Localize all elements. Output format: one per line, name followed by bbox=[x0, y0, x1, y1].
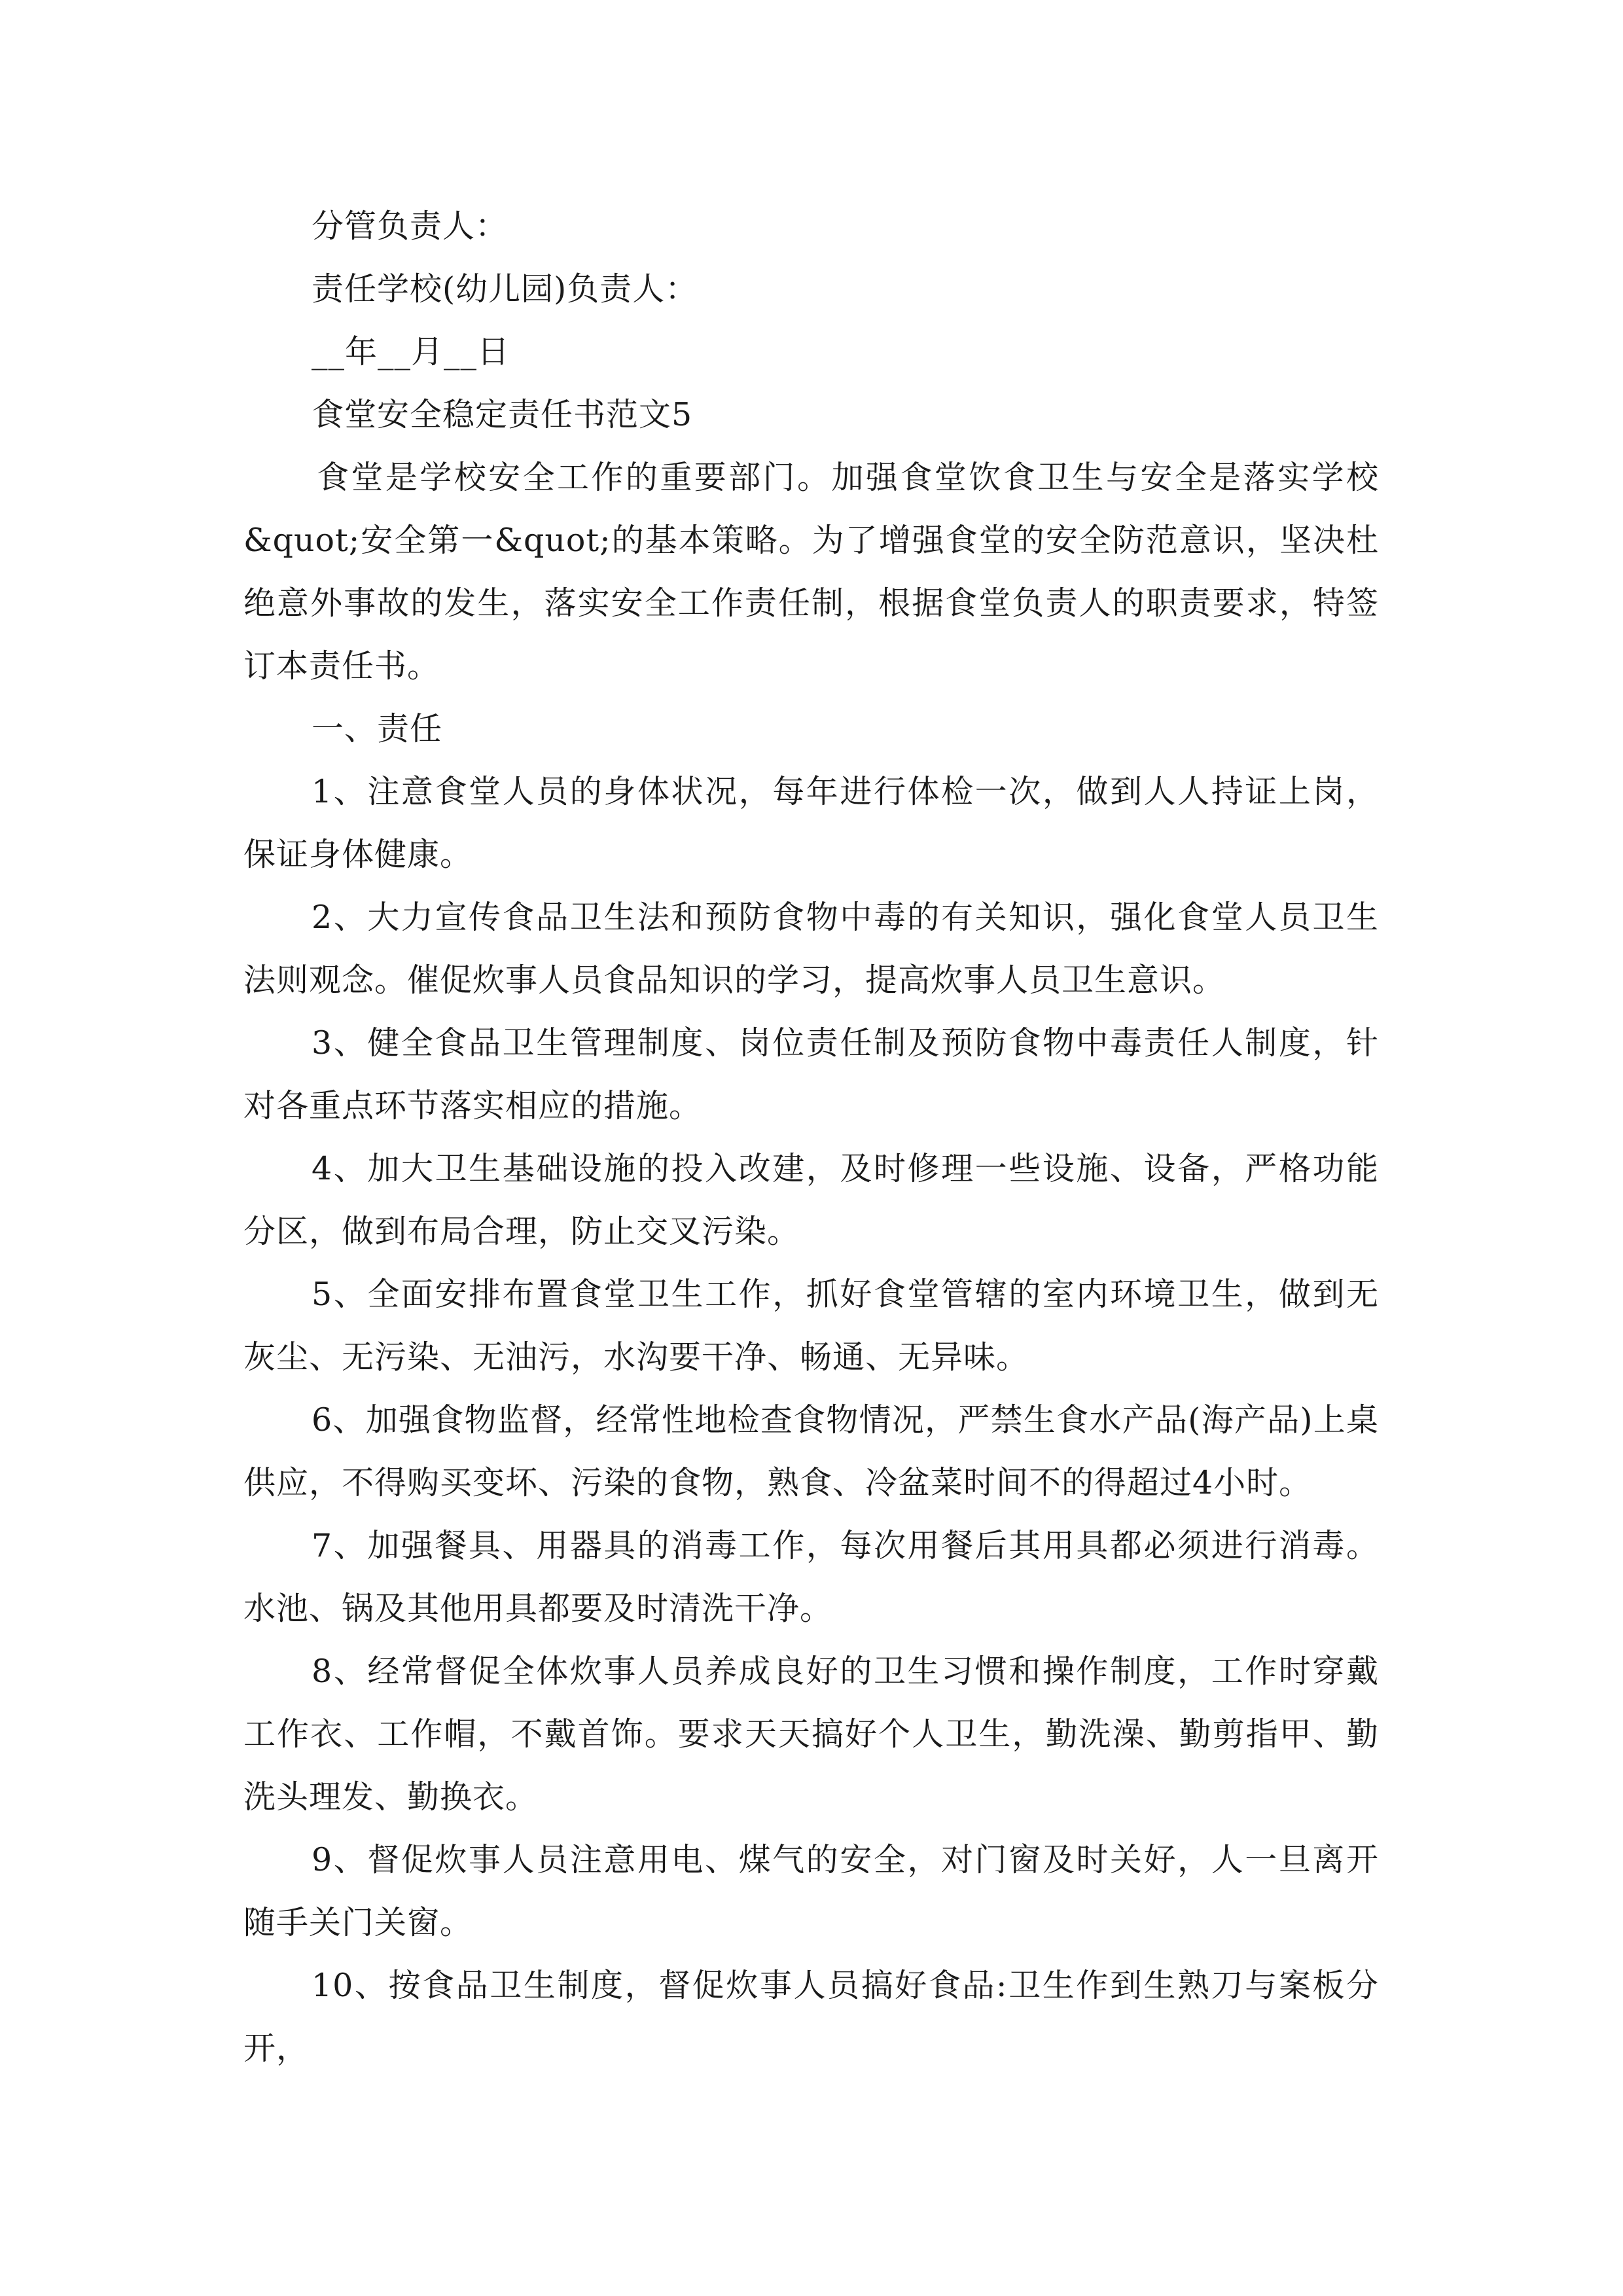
list-item: 5、全面安排布置食堂卫生工作，抓好食堂管辖的室内环境卫生，做到无灰尘、无污染、无油污，水沟要干净、畅通、无异味。 bbox=[243, 1276, 1379, 1376]
deputy-signature-label: 分管负责人： bbox=[312, 207, 508, 245]
document-body bbox=[243, 195, 1379, 2080]
list-item: 2、大力宣传食品卫生法和预防食物中毒的有关知识，强化食堂人员卫生法则观念。催促炊事人员食品知识的学习，提高炊事人员卫生意识。 bbox=[243, 899, 1379, 999]
intro-paragraph: 食堂是学校安全工作的重要部门。加强食堂饮食卫生与安全是落实学校&quot;安全第一&quot;的基本策略。为了增强食堂的安全防范意识，坚决杜绝意外事故的发生，落实安全工作责任制，根据食堂负责人的职责要求，特签订本责任书。 bbox=[243, 459, 1379, 685]
section-title: 食堂安全稳定责任书范文5 bbox=[312, 396, 693, 433]
list-item: 6、加强食物监督，经常性地检查食物情况，严禁生食水产品(海产品)上桌供应，不得购买变坏、污染的食物，熟食、冷盆菜时间不的得超过4小时。 bbox=[243, 1401, 1379, 1501]
school-signature-label: 责任学校(幼儿园)负责人： bbox=[312, 270, 698, 308]
list-item: 9、督促炊事人员注意用电、煤气的安全，对门窗及时关好，人一旦离开随手关门关窗。 bbox=[243, 1841, 1379, 1941]
date-line: __年__月__日 bbox=[312, 333, 510, 370]
list-item: 7、加强餐具、用器具的消毒工作，每次用餐后其用具都必须进行消毒。水池、锅及其他用具都要及时清洗干净。 bbox=[243, 1527, 1379, 1627]
list-item: 4、加大卫生基础设施的投入改建，及时修理一些设施、设备，严格功能分区，做到布局合理，防止交叉污染。 bbox=[243, 1150, 1379, 1250]
list-item: 8、经常督促全体炊事人员养成良好的卫生习惯和操作制度，工作时穿戴工作衣、工作帽，不戴首饰。要求天天搞好个人卫生，勤洗澡、勤剪指甲、勤洗头理发、勤换衣。 bbox=[243, 1653, 1379, 1816]
list-item: 3、健全食品卫生管理制度、岗位责任制及预防食物中毒责任人制度，针对各重点环节落实相应的措施。 bbox=[243, 1024, 1379, 1124]
list-item: 10、按食品卫生制度，督促炊事人员搞好食品:卫生作到生熟刀与案板分开， bbox=[243, 1967, 1379, 2067]
responsibility-heading: 一、责任 bbox=[312, 710, 443, 747]
list-item: 1、注意食堂人员的身体状况，每年进行体检一次，做到人人持证上岗，保证身体健康。 bbox=[243, 773, 1379, 873]
